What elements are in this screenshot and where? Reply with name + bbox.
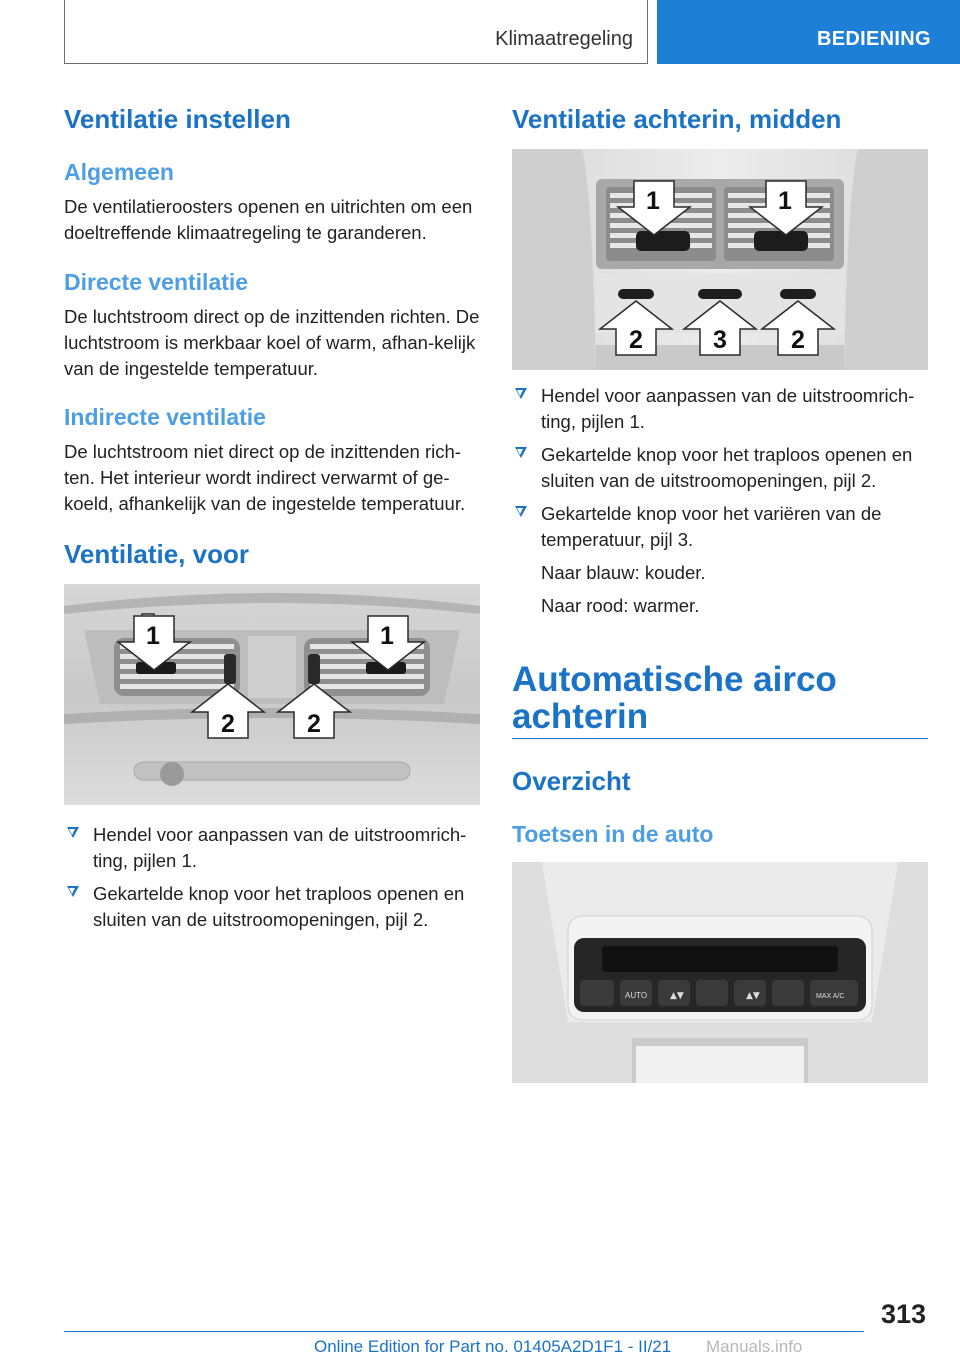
subheading-toetsen: Toetsen in de auto	[512, 821, 714, 847]
list-ventilatie-achterin	[512, 383, 932, 626]
list-item: Gekartelde knop voor het traploos openen en sluiten van de uitstroomopeningen, pijl 2.	[64, 881, 484, 933]
list-item: Gekartelde knop voor het variëren van de temperatuur, pijl 3.	[512, 501, 932, 553]
paragraph-algemeen: De ventilatieroosters openen en uitrichten om een doeltreffende klimaatregeling te garanderen.	[64, 196, 473, 243]
svg-text:1: 1	[778, 187, 792, 215]
header-section-box	[64, 0, 648, 64]
footer-edition: Online Edition for Part no. 01405A2D1F1 - II/21	[314, 1337, 672, 1356]
figure-front-vents	[64, 584, 480, 805]
paragraph-directe-ventilatie: De luchtstroom direct op de inzittenden richten. De luchtstroom is merkbaar koel of warm, afhan-kelijk van de ingestelde temperatuur.	[64, 306, 480, 379]
triangle-bullet-icon	[515, 447, 527, 458]
figure-rear-climate-panel	[512, 862, 928, 1083]
front-vents-illustration	[64, 584, 480, 805]
svg-text:3: 3	[713, 326, 727, 354]
svg-text:1: 1	[646, 187, 660, 215]
svg-text:2: 2	[221, 710, 235, 738]
svg-text:1: 1	[380, 622, 394, 650]
heading-ventilatie-instellen: Ventilatie instellen	[64, 104, 291, 134]
panel-max-ac-label: MAX A/C	[816, 993, 845, 1000]
svg-text:2: 2	[791, 326, 805, 354]
subheading-indirecte-ventilatie: Indirecte ventilatie	[64, 404, 266, 430]
fan-arrows-icon: ▲▼	[746, 991, 760, 1001]
footer-rule	[64, 1331, 864, 1332]
list-ventilatie-voor	[64, 822, 484, 940]
triangle-bullet-icon	[67, 886, 79, 897]
svg-text:2: 2	[629, 326, 643, 354]
heading-ventilatie-voor: Ventilatie, voor	[64, 539, 249, 569]
subheading-directe-ventilatie: Directe ventilatie	[64, 269, 249, 295]
list-item: Hendel voor aanpassen van de uitstroomrich-ting, pijlen 1.	[512, 383, 932, 435]
paragraph-indirecte-ventilatie: De luchtstroom niet direct op de inzittenden rich-ten. Het interieur wordt indirect verwarmt of ge-koeld, afhankelijk van de ingestelde temperatuur.	[64, 441, 466, 514]
subheading-algemeen: Algemeen	[64, 159, 174, 185]
triangle-bullet-icon	[67, 827, 79, 838]
rear-vents-illustration	[512, 149, 928, 370]
header-chapter-label: BEDIENING	[817, 28, 931, 50]
temp-arrows-icon: ▲▼	[670, 991, 684, 1001]
header-section-title: Klimaatregeling	[495, 28, 633, 50]
page-number: 313	[880, 1299, 926, 1329]
heading-automatische-airco: Automatische airco achterin	[512, 660, 837, 736]
svg-text:2: 2	[307, 710, 321, 738]
svg-text:1: 1	[146, 622, 160, 650]
heading-overzicht: Overzicht	[512, 766, 631, 796]
panel-auto-label: AUTO	[625, 991, 648, 1000]
triangle-bullet-icon	[515, 506, 527, 517]
watermark: Manuals.info	[706, 1337, 803, 1356]
note-blauw: Naar blauw: kouder.	[541, 562, 706, 583]
heading-ventilatie-achterin: Ventilatie achterin, midden	[512, 104, 842, 134]
header-chapter-tab	[657, 0, 960, 64]
triangle-bullet-icon	[515, 388, 527, 399]
note-rood: Naar rood: warmer.	[541, 595, 700, 616]
list-item: Gekartelde knop voor het traploos openen en sluiten van de uitstroomopeningen, pijl 2.	[512, 442, 932, 494]
rear-climate-panel-illustration	[512, 862, 928, 1083]
heading-underline	[512, 738, 928, 739]
list-item: Hendel voor aanpassen van de uitstroomrich-ting, pijlen 1.	[64, 822, 484, 874]
figure-rear-center-vents	[512, 149, 928, 370]
